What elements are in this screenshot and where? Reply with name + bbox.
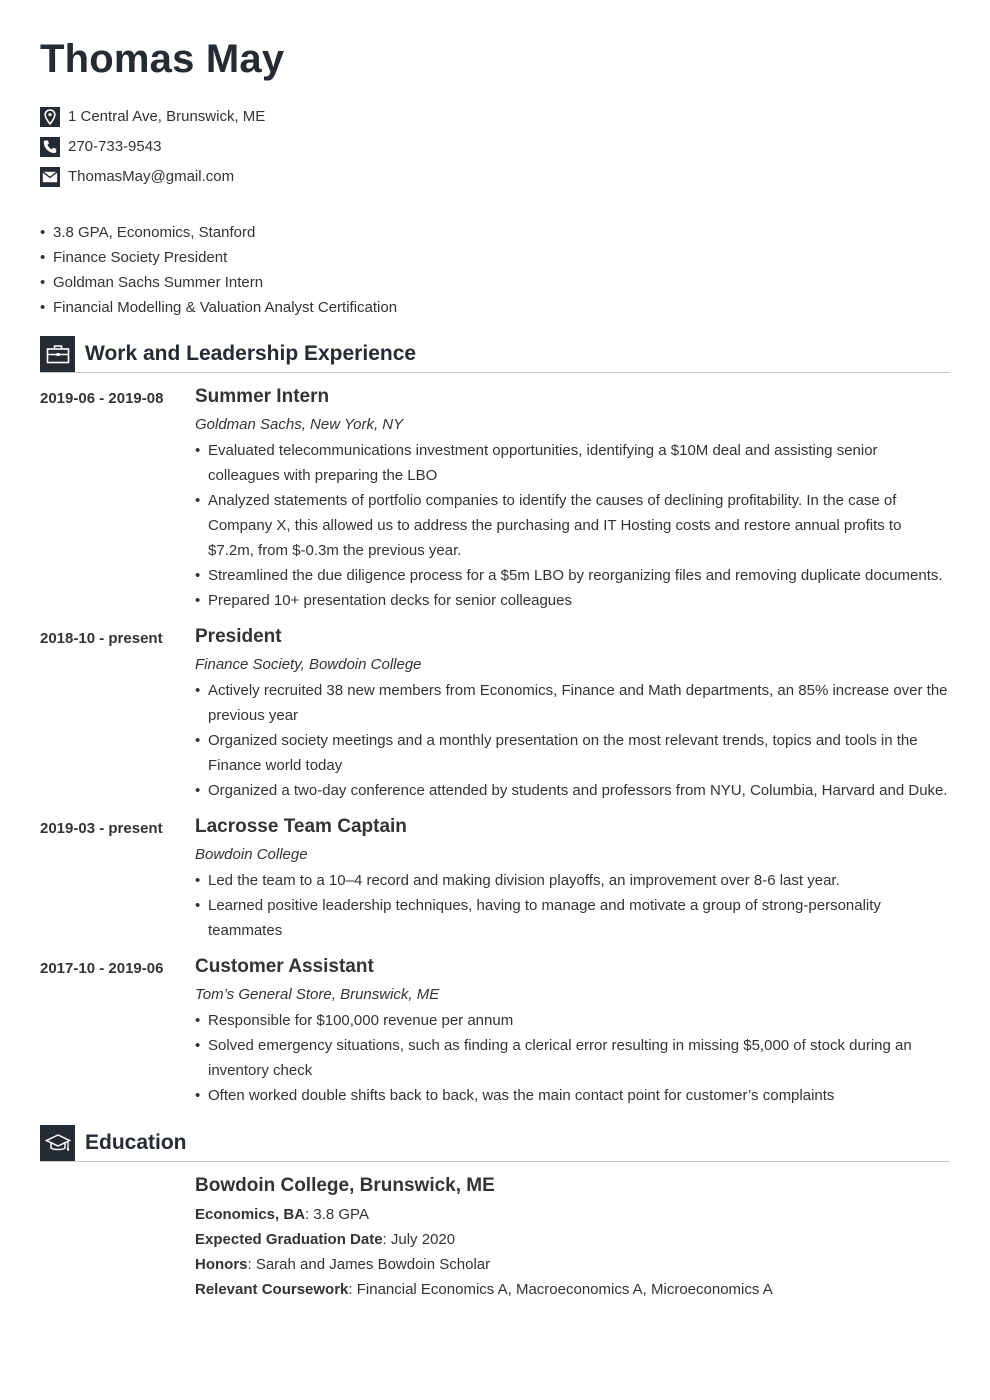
education-detail-value: : July 2020 xyxy=(382,1231,456,1248)
contact-phone-text: 270-733-9543 xyxy=(68,138,162,155)
contact-email xyxy=(40,167,265,197)
summary-item: • Goldman Sachs Summer Intern xyxy=(40,270,397,295)
briefcase-icon xyxy=(40,336,75,372)
phone-icon xyxy=(40,137,60,157)
education-detail-label: Economics, BA xyxy=(195,1206,306,1223)
summary-item: • 3.8 GPA, Economics, Stanford xyxy=(40,220,397,245)
experience-section-title: Work and Leadership Experience xyxy=(85,342,417,365)
entry-role: Customer Assistant xyxy=(195,956,374,977)
entry-bullet: • Led the team to a 10–4 record and making division playoffs, an improvement over 8-6 last year. xyxy=(195,868,950,893)
entry-bullet: • Prepared 10+ presentation decks for senior colleagues xyxy=(195,588,950,613)
entry-organization: Goldman Sachs, New York, NY xyxy=(195,416,404,433)
entry-bullet: • Often worked double shifts back to back, was the main contact point for customer’s complaints xyxy=(195,1083,950,1108)
summary-list xyxy=(40,220,397,320)
entry-bullets xyxy=(195,438,950,613)
education-detail-value: : Financial Economics A, Macroeconomics A, Microeconomics A xyxy=(348,1281,773,1298)
candidate-name: Thomas May xyxy=(40,37,285,81)
education-detail xyxy=(195,1227,950,1252)
envelope-icon xyxy=(40,167,60,187)
entry-date: 2017-10 - 2019-06 xyxy=(40,960,164,977)
education-detail-label: Relevant Coursework xyxy=(195,1281,349,1298)
contact-list xyxy=(40,107,265,197)
entry-organization: Finance Society, Bowdoin College xyxy=(195,656,422,673)
summary-item: • Finance Society President xyxy=(40,245,397,270)
entry-role: Lacrosse Team Captain xyxy=(195,816,407,837)
entry-organization: Tom’s General Store, Brunswick, ME xyxy=(195,986,440,1003)
entry-bullet: • Learned positive leadership techniques, having to manage and motivate a group of strong-personality teammates xyxy=(195,893,950,943)
contact-email-text: ThomasMay@gmail.com xyxy=(68,168,235,185)
education-section-header xyxy=(40,1125,950,1162)
entry-bullet: • Analyzed statements of portfolio companies to identify the causes of declining profitability. In the case of Company X, this allowed us to address the purchasing and IT Hosting costs and restore annual profits to $7.2m, from $-0.3m the previous year. xyxy=(195,488,950,563)
education-detail-value: : Sarah and James Bowdoin Scholar xyxy=(247,1256,491,1273)
contact-address-text: 1 Central Ave, Brunswick, ME xyxy=(68,108,266,125)
location-pin-icon xyxy=(40,107,60,127)
entry-bullet: • Organized society meetings and a monthly presentation on the most relevant trends, topics and tools in the Finance world today xyxy=(195,728,950,778)
entry-bullets xyxy=(195,868,950,943)
experience-section-header xyxy=(40,336,950,373)
entry-date: 2019-03 - present xyxy=(40,820,163,837)
education-detail-value: : 3.8 GPA xyxy=(305,1206,369,1223)
education-detail-label: Expected Graduation Date xyxy=(195,1231,383,1248)
entry-bullet: • Streamlined the due diligence process for a $5m LBO by reorganizing files and removing duplicate documents. xyxy=(195,563,950,588)
entry-date: 2018-10 - present xyxy=(40,630,163,647)
entry-role: President xyxy=(195,626,282,647)
school-name: Bowdoin College, Brunswick, ME xyxy=(195,1175,495,1196)
entry-date: 2019-06 - 2019-08 xyxy=(40,390,164,407)
entry-role: Summer Intern xyxy=(195,386,330,407)
education-detail xyxy=(195,1202,950,1227)
entry-organization: Bowdoin College xyxy=(195,846,308,863)
graduation-cap-icon xyxy=(40,1125,75,1161)
entry-bullet: • Responsible for $100,000 revenue per annum xyxy=(195,1008,950,1033)
education-detail xyxy=(195,1277,950,1302)
education-section-title: Education xyxy=(85,1131,187,1154)
entry-bullet: • Evaluated telecommunications investment opportunities, identifying a $10M deal and assisting senior colleagues with preparing the LBO xyxy=(195,438,950,488)
education-detail-label: Honors xyxy=(195,1256,248,1273)
contact-address xyxy=(40,107,265,137)
entry-bullets xyxy=(195,678,950,803)
entry-bullet: • Organized a two-day conference attended by students and professors from NYU, Columbia, Harvard and Duke. xyxy=(195,778,950,803)
entry-bullet: • Solved emergency situations, such as finding a clerical error resulting in missing $5,000 of stock during an inventory check xyxy=(195,1033,950,1083)
summary-item: • Financial Modelling & Valuation Analyst Certification xyxy=(40,295,397,320)
entry-bullet: • Actively recruited 38 new members from Economics, Finance and Math departments, an 85% increase over the previous year xyxy=(195,678,950,728)
education-detail xyxy=(195,1252,950,1277)
contact-phone xyxy=(40,137,265,167)
entry-bullets xyxy=(195,1008,950,1108)
